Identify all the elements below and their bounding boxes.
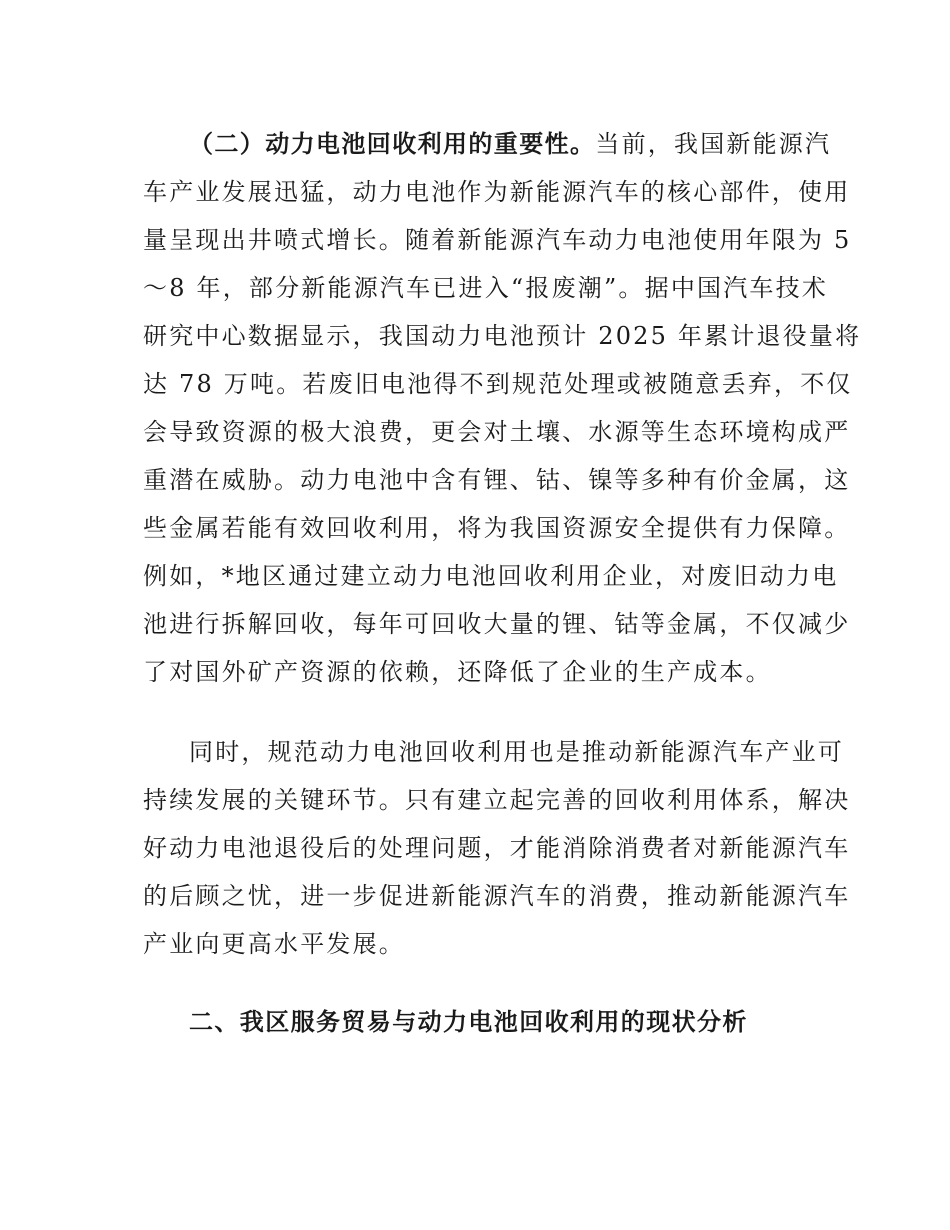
paragraph-1-line-1-text: 当前，我国新能源汽	[595, 130, 832, 158]
paragraph-1-line-3: 量呈现出井喷式增长。随着新能源汽车动力电池使用年限为 5	[143, 226, 852, 254]
paragraph-1-line-12: 了对国外矿产资源的依赖，还降低了企业的生产成本。	[143, 658, 772, 686]
paragraph-1-line-2: 车产业发展迅猛，动力电池作为新能源汽车的核心部件，使用	[143, 178, 851, 206]
paragraph-2-line-4: 的后顾之忧，进一步促进新能源汽车的消费，推动新能源汽车	[143, 882, 851, 910]
paragraph-1-line-8: 重潜在威胁。动力电池中含有锂、钴、镍等多种有价金属，这	[143, 466, 851, 494]
paragraph-1-line-4: ～8 年，部分新能源汽车已进入“报废潮”。据中国汽车技术	[143, 274, 829, 302]
paragraph-2-line-5: 产业向更高水平发展。	[143, 930, 405, 958]
paragraph-2-line-3: 好动力电池退役后的处理问题，才能消除消费者对新能源汽车	[143, 834, 851, 862]
paragraph-1-line-5: 研究中心数据显示，我国动力电池预计 2025 年累计退役量将	[143, 322, 862, 350]
paragraph-2-line-1: 同时，规范动力电池回收利用也是推动新能源汽车产业可	[189, 738, 844, 766]
paragraph-1-line-11: 池进行拆解回收，每年可回收大量的锂、钴等金属，不仅减少	[143, 610, 851, 638]
paragraph-1-line-1	[189, 122, 869, 166]
paragraph-2-line-2: 持续发展的关键环节。只有建立起完善的回收利用体系，解决	[143, 786, 851, 814]
paragraph-1-line-6: 达 78 万吨。若废旧电池得不到规范处理或被随意丢弃，不仅	[143, 370, 853, 398]
paragraph-1-line-7: 会导致资源的极大浪费，更会对土壤、水源等生态环境构成严	[143, 418, 851, 446]
paragraph-1-line-9: 些金属若能有效回收利用，将为我国资源安全提供有力保障。	[143, 514, 851, 542]
paragraph-1-heading: （二）动力电池回收利用的重要性。	[189, 130, 596, 158]
paragraph-1-line-10: 例如，*地区通过建立动力电池回收利用企业，对废旧动力电	[143, 562, 839, 590]
section-heading: 二、我区服务贸易与动力电池回收利用的现状分析	[189, 1008, 748, 1036]
